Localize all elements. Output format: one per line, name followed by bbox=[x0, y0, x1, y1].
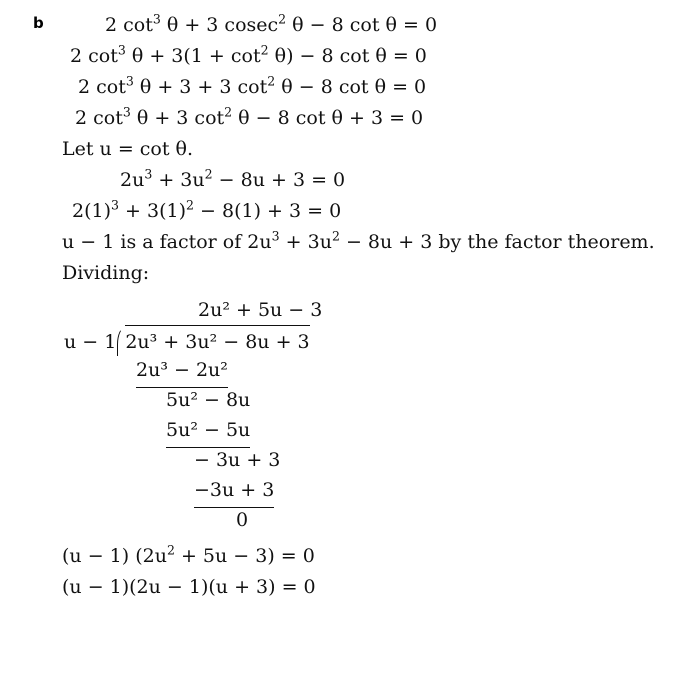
closing-equation-lines bbox=[0, 541, 676, 603]
part-label-b: b bbox=[33, 14, 44, 32]
division-remainder: 0 bbox=[236, 509, 249, 531]
equation-line: 2 $\cot^3 \theta + 3$ cosec$^2$ θ − 8 cot θ = 0 bbox=[105, 11, 438, 36]
equation-line: 2 $\cot^3 \theta + 3$ $\cot^2 \theta - 8$ cot θ + 3 = 0 bbox=[75, 104, 424, 129]
division-step: − 3u + 3 bbox=[194, 449, 281, 471]
factor-theorem-line: u − 1 is a factor of $2u^3 + 3u^2 - 8u + 3$ by the factor theorem. bbox=[62, 228, 655, 253]
division-step: 5u² − 8u bbox=[166, 389, 251, 411]
equation-line: 2 $\cot^3 \theta + 3(1 + \cot^2 \theta) - 8$ cot θ = 0 bbox=[70, 42, 427, 67]
division-step: 2u³ − 2u² bbox=[136, 355, 228, 388]
equation-line: $2(1)^3 + 3(1)^2 - 8(1) + 3 = 0$ bbox=[72, 197, 342, 222]
division-quotient: 2u² + 5u − 3 bbox=[198, 299, 323, 321]
division-step: −3u + 3 bbox=[194, 475, 274, 508]
long-division-block bbox=[0, 295, 676, 535]
division-divisor: u − 1 bbox=[64, 331, 117, 353]
equation-lines bbox=[0, 10, 676, 289]
division-step: 5u² − 5u bbox=[166, 415, 250, 448]
substitution-line: Let u = cot θ. bbox=[62, 138, 194, 160]
division-dividend: 2u³ + 3u² − 8u + 3 bbox=[125, 325, 309, 357]
dividing-heading: Dividing: bbox=[62, 262, 150, 284]
equation-line: $2u^3 + 3u^2 - 8u + 3 = 0$ bbox=[120, 166, 346, 191]
equation-line: (u − 1) $(2u^2 + 5u - 3) = 0$ bbox=[62, 542, 315, 567]
equation-line: 2 $\cot^3 \theta + 3 + 3$ $\cot^2 \theta - 8$ cot θ = 0 bbox=[78, 73, 427, 98]
equation-line: (u − 1)(2u − 1)(u + 3) = 0 bbox=[62, 576, 316, 598]
